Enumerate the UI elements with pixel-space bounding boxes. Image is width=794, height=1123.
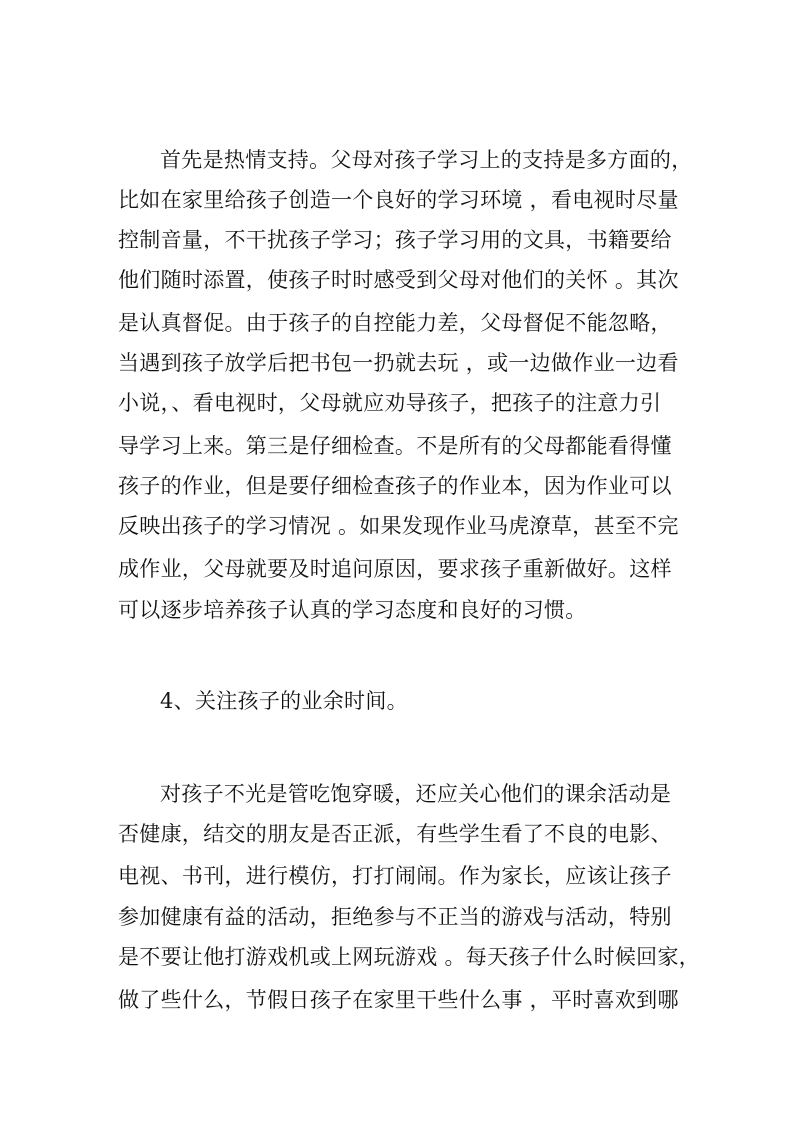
paragraph-2-line-5: 是不要让他打游戏机或上网玩游戏 。每天孩子什么时候回家， [118, 945, 701, 969]
paragraph-2-line-3: 电视、书刊，进行模仿，打打闹闹。作为家长，应该让孩子 [118, 864, 672, 888]
paragraph-1-line-8: 导学习上来。第三是仔细检查。不是所有的父母都能看得懂 [118, 434, 672, 458]
paragraph-1-line-10: 反映出孩子的学习情况 。如果发现作业马虎潦草，甚至不完 [118, 514, 679, 538]
paragraph-1-line-12: 可以逐步培养孩子认真的学习态度和良好的习惯。 [118, 598, 587, 622]
paragraph-1-line-2: 比如在家里给孩子创造一个良好的学习环境 ，看电视时尽量 [118, 188, 679, 212]
paragraph-2-line-6: 做了些什么，节假日孩子在家里干些什么事 ，平时喜欢到哪 [118, 988, 679, 1012]
paragraph-1-line-6: 当遇到孩子放学后把书包一扔就去玩 ，或一边做作业一边看 [118, 351, 679, 375]
paragraph-1-line-7: 小说，、看电视时，父母就应劝导孩子，把孩子的注意力引 [118, 391, 662, 415]
paragraph-1-line-11: 成作业，父母就要及时追问原因，要求孩子重新做好。这样 [118, 557, 672, 581]
paragraph-1-line-4: 他们随时添置，使孩子时时感受到父母对他们的关怀 。其次 [118, 268, 679, 292]
paragraph-1-line-9: 孩子的作业，但是要仔细检查孩子的作业本，因为作业可以 [118, 474, 672, 498]
paragraph-2-line-4: 参加健康有益的活动，拒绝参与不正当的游戏与活动，特别 [118, 905, 672, 929]
paragraph-2-line-2: 否健康，结交的朋友是否正派，有些学生看了不良的电影、 [118, 822, 672, 846]
paragraph-1-line-1: 首先是热情支持。父母对孩子学习上的支持是多方面的， [160, 148, 693, 172]
paragraph-1-line-3: 控制音量，不干扰孩子学习；孩子学习用的文具，书籍要给 [118, 228, 672, 252]
section-heading: 4、关注孩子的业余时间。 [160, 689, 408, 713]
paragraph-1-line-5: 是认真督促。由于孩子的自控能力差，父母督促不能忽略， [118, 311, 672, 335]
paragraph-2-line-1: 对孩子不光是管吃饱穿暖，还应关心他们的课余活动是 [160, 782, 672, 806]
